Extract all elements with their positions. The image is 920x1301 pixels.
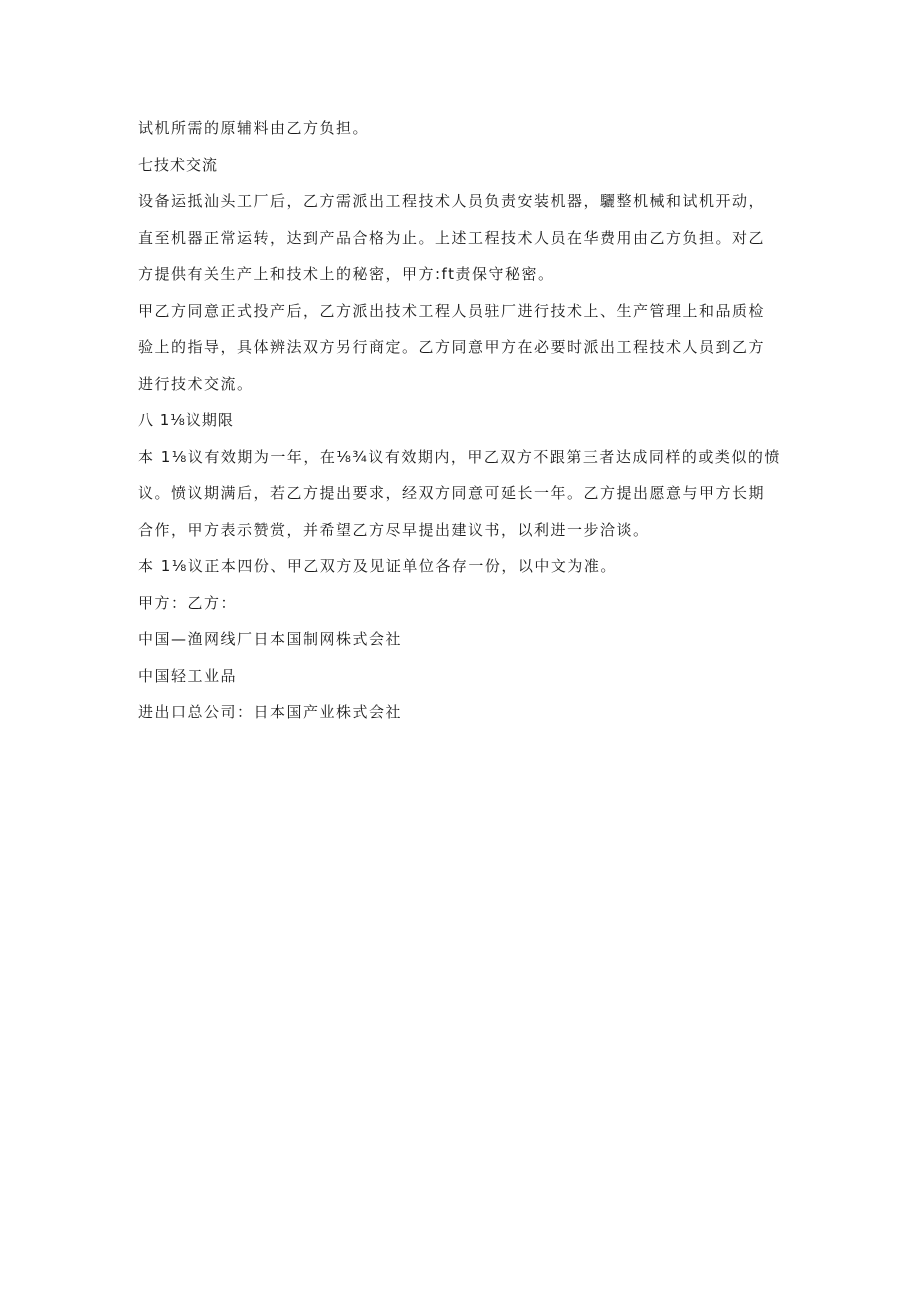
paragraph-line: 试机所需的原辅料由乙方负担。: [138, 119, 370, 137]
paragraph-line: 合作，甲方表示赞赏，并希望乙方尽早提出建议书，以利进一步洽谈。: [138, 520, 650, 539]
signature-party-names: 中国—渔网线厂日本国制网株式会社: [138, 630, 403, 648]
paragraph-line: 进行技术交流。: [138, 374, 254, 393]
paragraph-line: 本 1⅛议正本四份、甲乙双方及见证单位各存一份，以中文为准。: [138, 557, 617, 575]
signature-parties-line: 甲方：乙方：: [138, 593, 238, 612]
paragraph-line: 本 1⅛议有效期为一年，在⅛¾议有效期内，甲乙双方不跟第三者达成同样的或类似的愤: [138, 447, 781, 466]
signature-party-names: 中国轻工业品: [138, 666, 238, 685]
paragraph-line: 议。愤议期满后，若乙方提出要求，经双方同意可延长一年。乙方提出愿意与甲方长期: [138, 484, 766, 502]
paragraph-line: 验上的指导，具体辨法双方另行商定。乙方同意甲方在必要时派出工程技术人员到乙方: [138, 338, 766, 356]
paragraph-line: 方提供有关生产上和技术上的秘密，甲方:ft责保守秘密。: [138, 265, 555, 283]
signature-party-names: 进出口总公司：日本国产业株式会社: [138, 703, 403, 721]
paragraph-line: 设备运抵汕头工厂后，乙方需派出工程技术人员负责安装机器，驪整机械和试机开动，: [138, 192, 766, 210]
section-heading-agreement-term: 八 1⅛议期限: [138, 411, 234, 429]
paragraph-line: 直至机器正常运转，达到产品合格为止。上述工程技术人员在华费用由乙方负担。对乙: [138, 228, 766, 247]
paragraph-line: 甲乙方同意正式投产后，乙方派出技术工程人员驻厂进行技术上、生产管理上和品质检: [138, 301, 766, 320]
document-page: [138, 110, 788, 731]
section-heading-tech-exchange: 七技术交流: [138, 155, 219, 174]
